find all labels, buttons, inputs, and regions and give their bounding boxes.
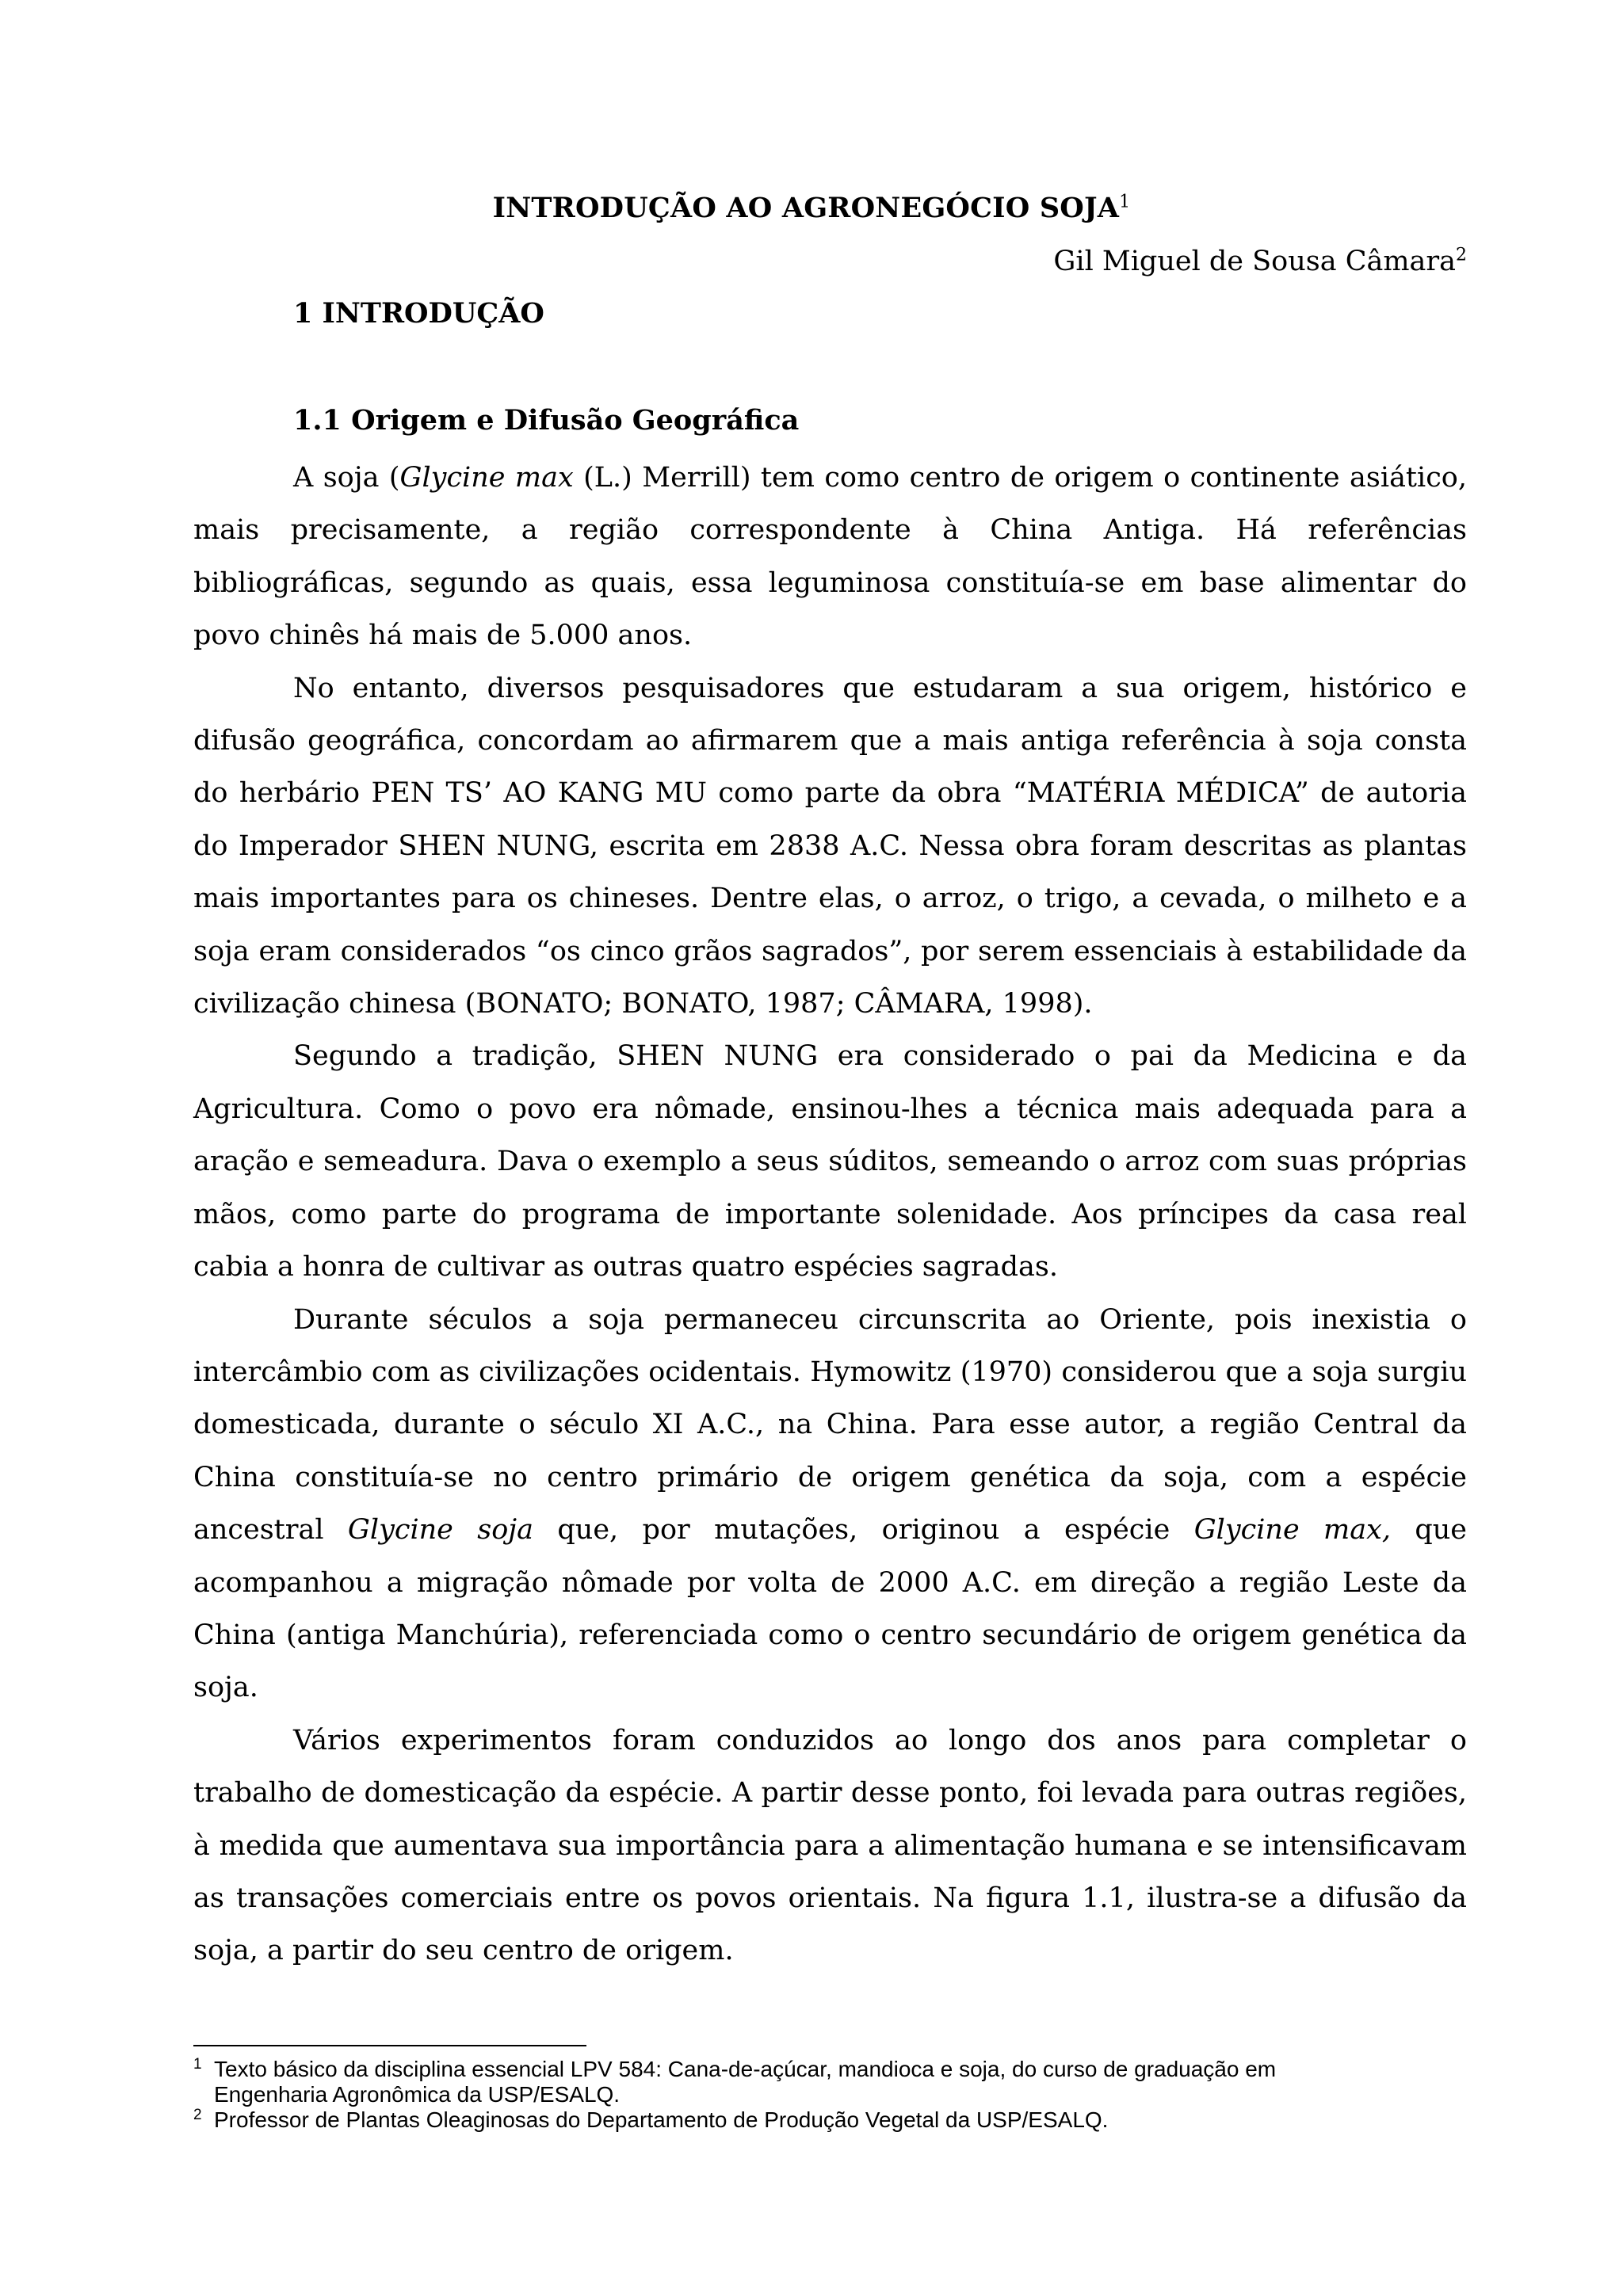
paragraph-4-text-c: que acompanhou a migração nômade por volta de 2000 A.C. em direção a região Leste da China (antiga Manchúria), referenciada como o centro secundário de origem genética da soja. xyxy=(193,1514,1467,1704)
body-text xyxy=(193,452,1467,1978)
footnote-1 xyxy=(193,2057,1467,2107)
paragraph-4-italic-species-2: Glycine max, xyxy=(1193,1514,1391,1547)
footnote-1-line-2: Engenharia Agronômica da USP/ESALQ. xyxy=(214,2082,621,2107)
paragraph-4-text-b: que, por mutações, originou a espécie xyxy=(533,1514,1194,1547)
paragraph-1-text-a: A soja ( xyxy=(293,462,400,494)
footnote-2-number: 2 xyxy=(193,2107,202,2123)
footnote-separator xyxy=(193,2045,586,2046)
author-line xyxy=(1053,246,1467,277)
author-name: Gil Miguel de Sousa Câmara xyxy=(1053,246,1456,277)
title-footnote-mark: 1 xyxy=(1119,192,1131,212)
paragraph-4-italic-species-1: Glycine soja xyxy=(347,1514,534,1547)
footnote-1-line-1: Texto básico da disciplina essencial LPV 584: Cana-de-açúcar, mandioca e soja, do curso de graduação em xyxy=(214,2057,1277,2081)
paragraph-4-text-a: Durante séculos a soja permaneceu circunscrita ao Oriente, pois inexistia o intercâmbio com as civilizações ocidentais. Hymowitz (1970) considerou que a soja surgiu domesticada, durante o século XI A.C., na China. Para esse autor, a região Central da China constituía-se no centro primário de origem genética da soja, com a espécie ancestral xyxy=(193,1303,1467,1547)
title-text: INTRODUÇÃO AO AGRONEGÓCIO SOJA xyxy=(492,192,1120,224)
subsection-heading: 1.1 Origem e Difusão Geográfica xyxy=(293,404,800,437)
paragraph-3: Segundo a tradição, SHEN NUNG era considerado o pai da Medicina e da Agricultura. Como o povo era nômade, ensinou-lhes a técnica mais adequada para a aração e semeadura. Dava o exemplo a seus súditos, semeando o arroz com suas próprias mãos, como parte do programa de importante solenidade. Aos príncipes da casa real cabia a honra de cultivar as outras quatro espécies sagradas. xyxy=(193,1040,1467,1283)
footnote-1-number: 1 xyxy=(193,2056,202,2073)
paragraph-2: No entanto, diversos pesquisadores que estudaram a sua origem, histórico e difusão geográfica, concordam ao afirmarem que a mais antiga referência à soja consta do herbário PEN TS’ AO KANG MU como parte da obra “MATÉRIA MÉDICA” de autoria do Imperador SHEN NUNG, escrita em 2838 A.C. Nessa obra foram descritas as plantas mais importantes para os chineses. Dentre elas, o arroz, o trigo, a cevada, o milheto e a soja eram considerados “os cinco grãos sagrados”, por serem essenciais à estabilidade da civilização chinesa (BONATO; BONATO, 1987; CÂMARA, 1998). xyxy=(193,672,1467,1020)
paragraph-1-text-b: (L.) Merrill) tem como centro de origem o continente asiático, mais precisamente, a região correspondente à China Antiga. Há referências bibliográficas, segundo as quais, essa leguminosa constituía-se em base alimentar do povo chinês há mais de 5.000 anos. xyxy=(193,462,1467,652)
paragraph-5: Vários experimentos foram conduzidos ao longo dos anos para completar o trabalho de domesticação da espécie. A partir desse ponto, foi levada para outras regiões, à medida que aumentava sua importância para a alimentação humana e se intensificavam as transações comerciais entre os povos orientais. Na figura 1.1, ilustra-se a difusão da soja, a partir do seu centro de origem. xyxy=(193,1724,1467,1967)
document-title xyxy=(0,192,1623,224)
footnote-2-line-1: Professor de Plantas Oleaginosas do Departamento de Produção Vegetal da USP/ESALQ. xyxy=(214,2107,1109,2132)
author-footnote-mark: 2 xyxy=(1456,245,1467,265)
paragraph-4 xyxy=(193,1294,1467,1714)
paragraph-1 xyxy=(193,452,1467,662)
footnotes xyxy=(193,2057,1467,2133)
footnote-2 xyxy=(193,2107,1467,2133)
section-heading: 1 INTRODUÇÃO xyxy=(293,297,544,330)
paragraph-1-italic-species: Glycine max xyxy=(399,462,574,494)
